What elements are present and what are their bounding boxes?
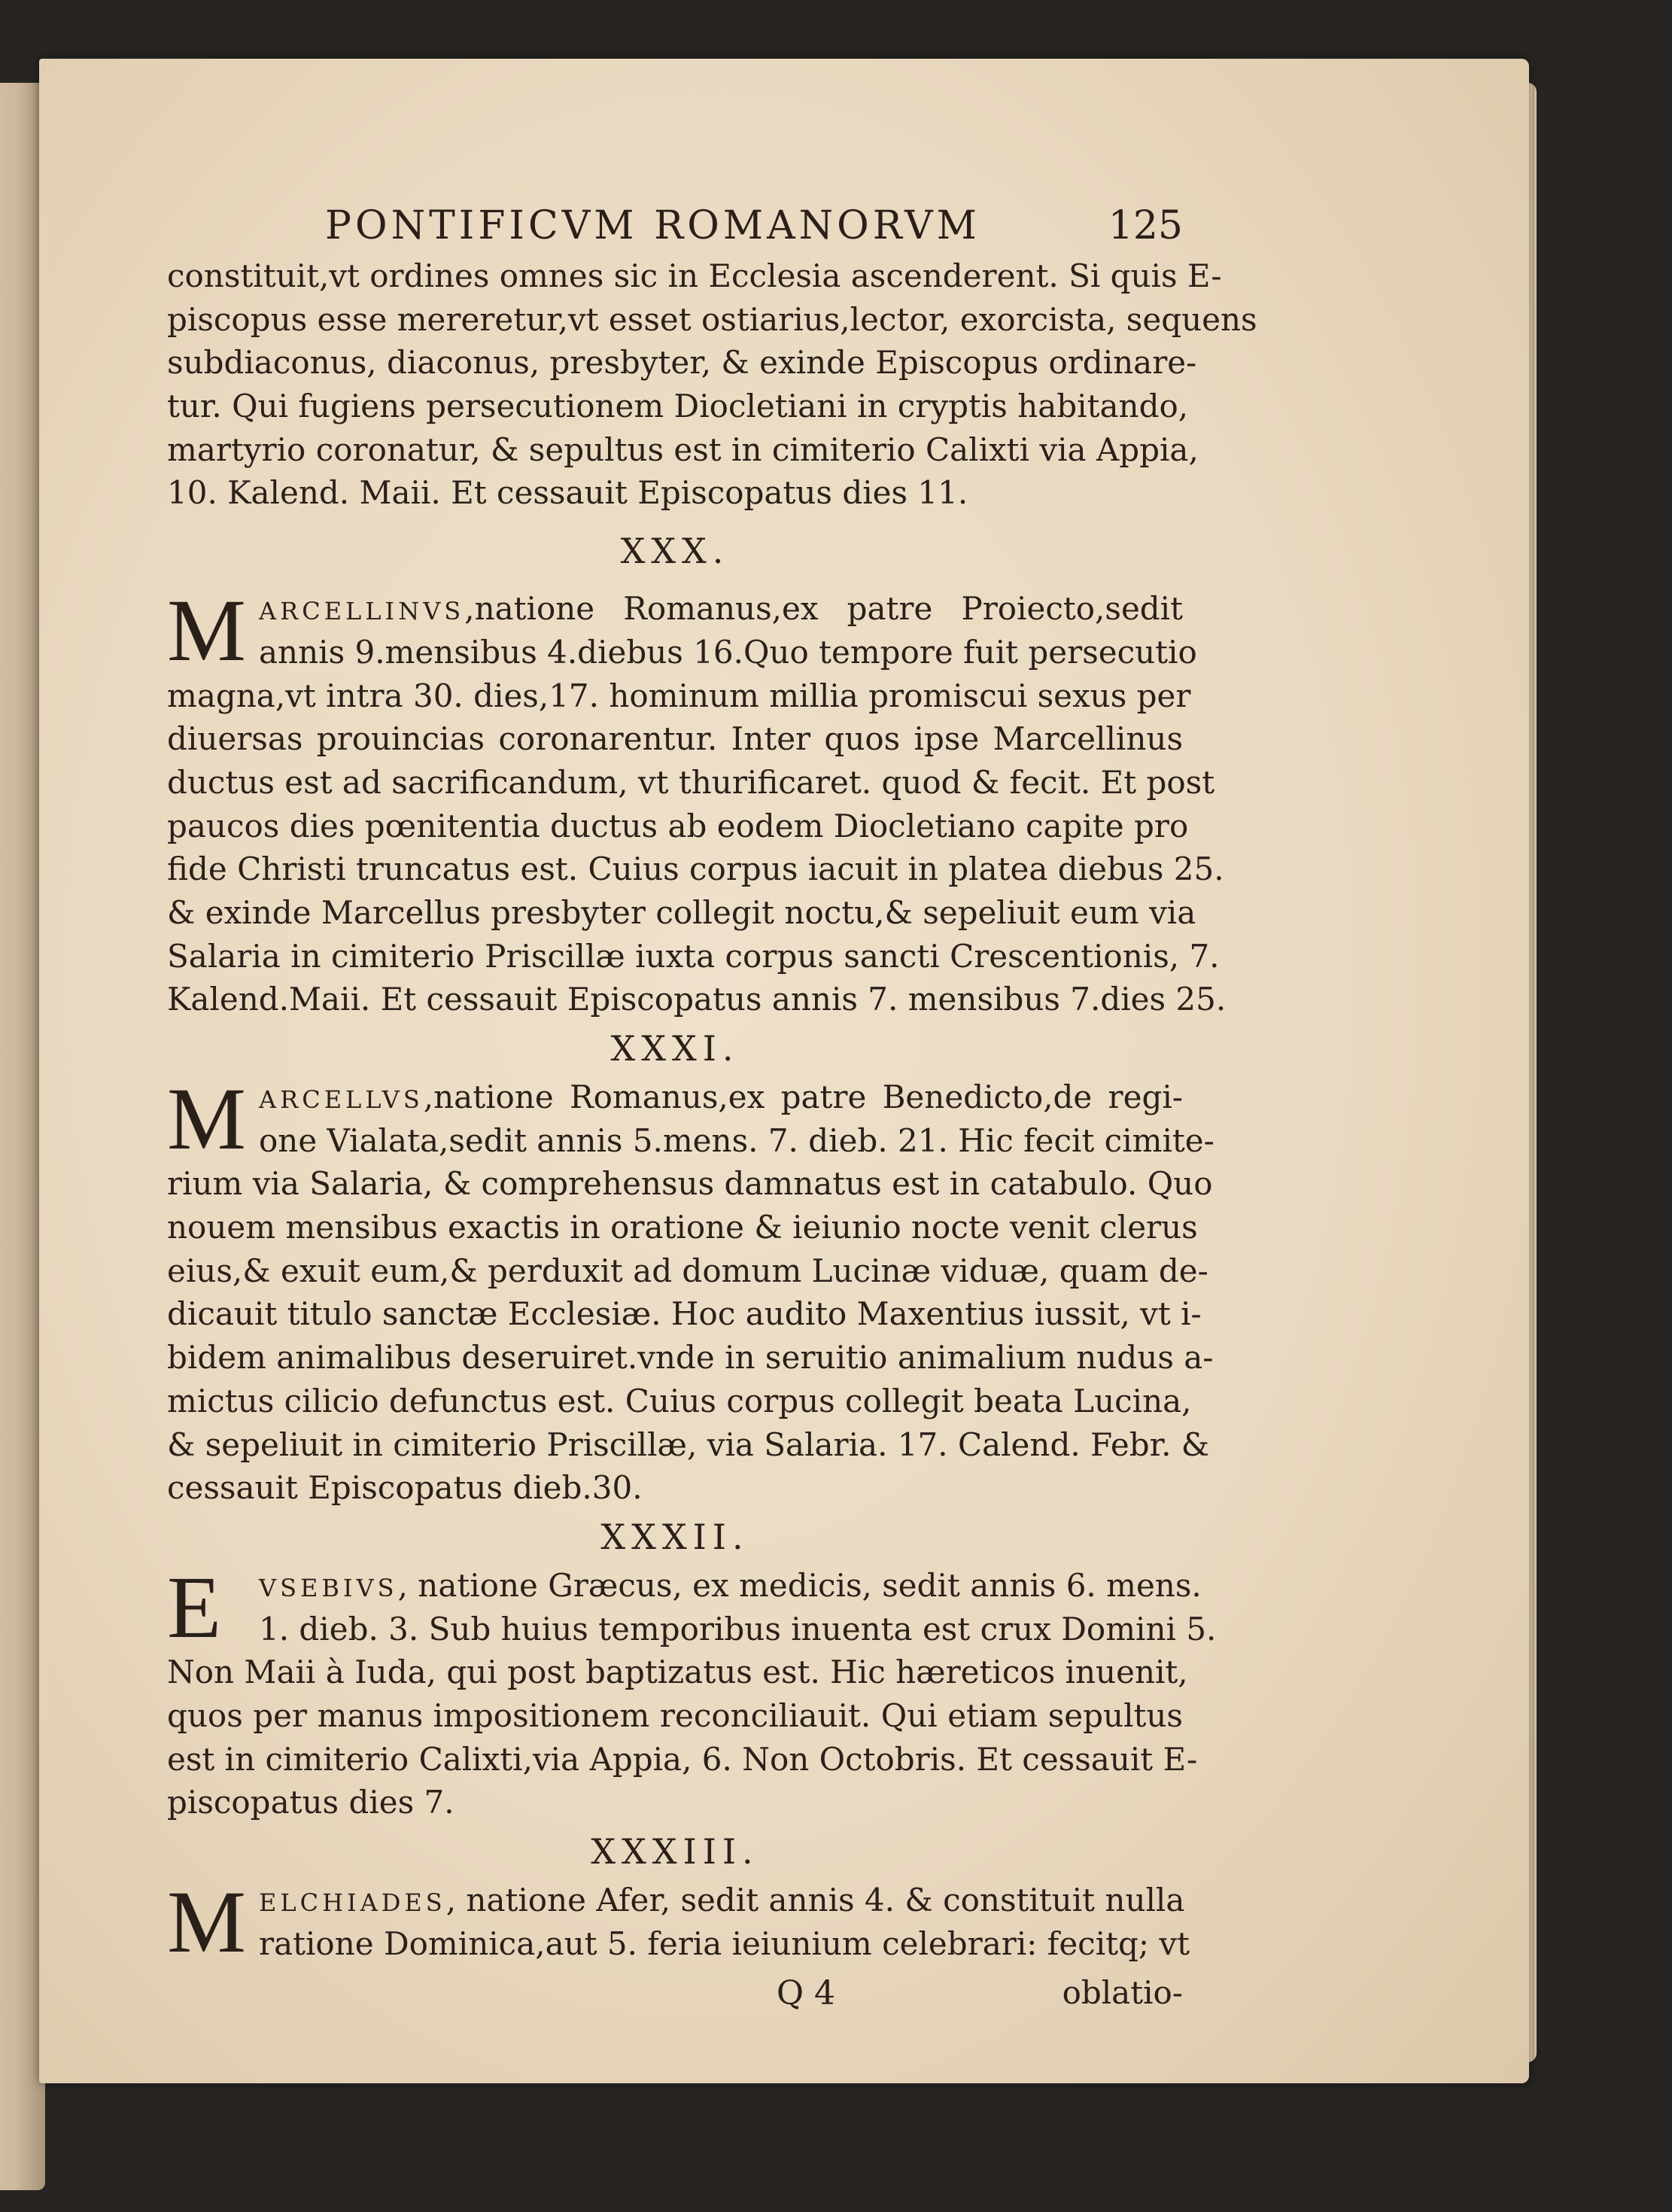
text-line: cessauit Episcopatus dieb.30.: [167, 1469, 643, 1507]
drop-cap-initial: M: [167, 1069, 246, 1168]
intro-paragraph: [167, 254, 1257, 515]
text-line: quos per manus impositionem reconciliauit. Qui etiam sepultus: [167, 1696, 1183, 1734]
text-line: [259, 1076, 1183, 1119]
section-heading: XXXII.: [600, 1516, 749, 1557]
text-line: rium via Salaria, & comprehensus damnatus est in catabulo. Quo: [167, 1165, 1213, 1203]
section-heading: XXXI.: [610, 1028, 740, 1069]
text-line: piscopatus dies 7.: [167, 1784, 454, 1821]
text-line: dicauit titulo sanctæ Ecclesiæ. Hoc audito Maxentius iussit, vt i-: [167, 1295, 1202, 1333]
text-line: ratione Dominica,aut 5. feria ieiunium celebrari: fecitq; vt: [259, 1924, 1190, 1962]
smallcaps-name: VSEBIVS: [259, 1573, 398, 1602]
text-line: magna,vt intra 30. dies,17. hominum millia promiscui sexus per: [167, 677, 1191, 714]
text-line: 10. Kalend. Maii. Et cessauit Episcopatus dies 11.: [167, 474, 968, 512]
text-line: ductus est ad sacrificandum, vt thurificaret. quod & fecit. Et post: [167, 763, 1215, 801]
text-line: nouem mensibus exactis in oratione & ieiunio nocte venit clerus: [167, 1209, 1198, 1246]
text-line: one Vialata,sedit annis 5.mens. 7. dieb. 21. Hic fecit cimite-: [259, 1121, 1214, 1159]
text-line: Kalend.Maii. Et cessauit Episcopatus annis 7. mensibus 7.dies 25.: [167, 981, 1227, 1018]
text-run: ,natione Romanus,ex patre Benedicto,de regi-: [423, 1079, 1183, 1115]
running-head: [167, 197, 1183, 254]
section-paragraph: [167, 1069, 1214, 1510]
text-line: 1. dieb. 3. Sub huius temporibus inuenta est crux Domini 5.: [259, 1610, 1217, 1648]
text-line: Salaria in cimiterio Priscillæ iuxta corpus sancti Crescentionis, 7.: [167, 937, 1220, 975]
text-line: constituit,vt ordines omnes sic in Ecclesia ascenderent. Si quis E-: [167, 257, 1222, 294]
text-line: diuersas prouincias coronarentur. Inter quos ipse Marcellinus: [167, 720, 1183, 758]
text-run: , natione Græcus, ex medicis, sedit annis 6. mens.: [397, 1566, 1202, 1604]
smallcaps-name: ARCELLVS: [259, 1085, 424, 1114]
section-paragraph: [167, 1873, 1190, 1971]
smallcaps-name: ELCHIADES: [259, 1888, 446, 1917]
page-number: 125: [1108, 203, 1183, 248]
text-line: est in cimiterio Calixti,via Appia, 6. Non Octobris. Et cessauit E-: [167, 1740, 1198, 1778]
drop-cap-initial: E: [167, 1557, 222, 1657]
text-line: annis 9.mensibus 4.diebus 16.Quo tempore fuit persecutio: [259, 633, 1197, 671]
text-line: Non Maii à Iuda, qui post baptizatus est. Hic hæreticos inuenit,: [167, 1654, 1188, 1691]
catchline: [167, 1968, 1183, 2021]
drop-cap-initial: M: [167, 1873, 246, 1971]
text-line: subdiaconus, diaconus, presbyter, & exinde Episcopus ordinare-: [167, 344, 1197, 382]
text-run: , natione Afer, sedit annis 4. & constituit nulla: [445, 1882, 1185, 1918]
text-line: & exinde Marcellus presbyter collegit noctu,& sepeliuit eum via: [167, 893, 1196, 931]
text-line: bidem animalibus deseruiret.vnde in seruitio animalium nudus a-: [167, 1339, 1214, 1377]
text-line: paucos dies pœnitentia ductus ab eodem Diocletiano capite pro: [167, 807, 1189, 844]
text-line: [259, 1879, 1183, 1922]
text-line: tur. Qui fugiens persecutionem Diocletiani in cryptis habitando,: [167, 388, 1189, 425]
text-line: piscopus esse mereretur,vt esset ostiarius,lector, exorcista, sequens: [167, 300, 1257, 338]
section-heading: XXXIII.: [591, 1831, 759, 1872]
text-line: eius,& exuit eum,& perduxit ad domum Lucinæ viduæ, quam de-: [167, 1252, 1208, 1289]
text-line: fide Christi truncatus est. Cuius corpus iacuit in platea diebus 25.: [167, 850, 1224, 888]
section-paragraph: [167, 1557, 1217, 1824]
smallcaps-name: ARCELLINVS: [259, 597, 465, 626]
catchword: oblatio-: [1062, 1974, 1183, 2012]
running-title: PONTIFICVM ROMANORVM: [325, 203, 980, 248]
text-line: martyrio coronatur, & sepultus est in cimiterio Calixti via Appia,: [167, 431, 1199, 468]
drop-cap-initial: M: [167, 581, 246, 680]
signature-mark: Q 4: [777, 1974, 836, 2013]
facing-page-edge: [0, 83, 45, 2190]
text-line: & sepeliuit in cimiterio Priscillæ, via Salaria. 17. Calend. Febr. &: [167, 1425, 1210, 1463]
text-run: ,natione Romanus,ex patre Proiecto,sedit: [464, 590, 1183, 628]
text-block: [167, 197, 1257, 2021]
section-paragraph: [167, 581, 1227, 1021]
text-line: [259, 587, 1183, 631]
text-line: mictus cilicio defunctus est. Cuius corpus collegit beata Lucina,: [167, 1382, 1192, 1419]
text-line: [259, 1564, 1202, 1608]
section-heading: XXX.: [620, 531, 730, 572]
